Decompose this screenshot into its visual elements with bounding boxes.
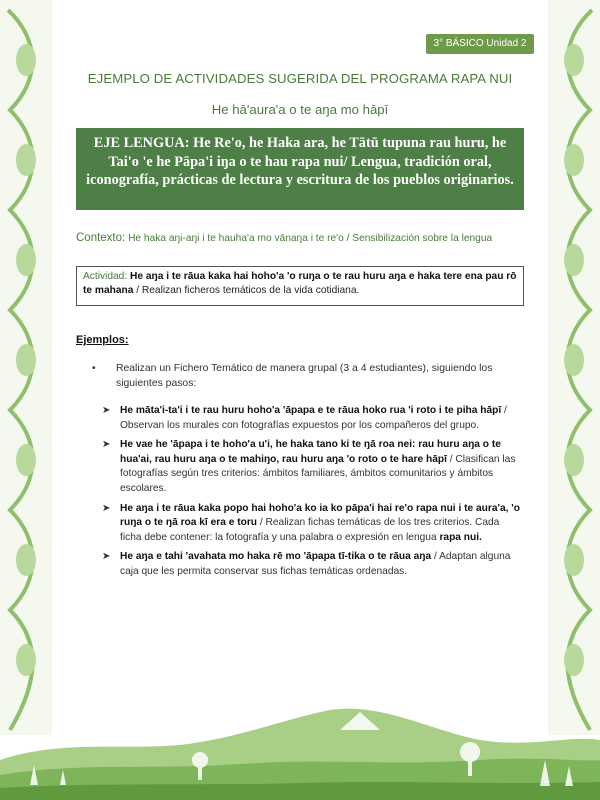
step-rapanui: He māta'i-ta'i i te rau huru hoho'a 'āpapa e te rāua hoko rua 'i roto i te piha hāpī xyxy=(120,405,502,416)
list-item xyxy=(102,438,522,496)
list-item xyxy=(102,502,522,546)
list-item xyxy=(102,550,522,579)
steps-list xyxy=(102,404,522,585)
bullet-dot-icon: • xyxy=(92,363,96,374)
step-rapanui: He aŋa i te rāua kaka popo hai hoho'a ko ia ko pāpa'i hai re'o rapa nui i te aura'a, 'o ruŋa o te ŋā roa kī era e toru xyxy=(120,502,520,529)
arrow-bullet-icon: ➤ xyxy=(102,439,111,451)
step-spanish: / Realizan fichas temáticas de los tres criterios. Cada ficha debe contener: la fotografía y una palabra o expresión en lengua xyxy=(120,517,500,543)
actividad-title-spanish: / Realizan ficheros temáticos de la vida cotidiana. xyxy=(133,285,360,296)
step-rapanui: He aŋa e tahi 'avahata mo haka rē mo 'āpapa tī-tika o te rāua aŋa xyxy=(120,551,432,563)
page-subtitle: He hā'aura'a o te aŋa mo hāpī xyxy=(211,102,389,117)
decorative-border-right xyxy=(548,0,600,735)
step-rapanui: He vae he 'āpapa i te hoho'a u'i, he haka tano ki te ŋā roa nei: rau huru aŋa o te hua'ai, rau huru aŋa o te mahiŋo, rau huru aŋa 'o roto o te hare hāpī xyxy=(120,439,501,465)
eje-lengua-text: EJE LENGUA: He Re'o, he Haka ara, he Tātū tupuna rau huru, he Tai'o 'e he Pāpa'i iŋa o te hau rapa nui/ Lengua, tradición oral, iconografía, prácticas de lectura y escritura de los pueblos originarios. xyxy=(86,135,514,188)
step-bold-end: rapa nui. xyxy=(439,531,482,543)
contexto-label: Contexto: xyxy=(76,232,126,244)
arrow-bullet-icon: ➤ xyxy=(102,551,111,563)
actividad-box xyxy=(76,266,524,306)
bullet-text: Realizan un Fichero Temático de manera grupal (3 a 4 estudiantes), siguiendo los siguientes pasos: xyxy=(116,363,493,389)
page-title: EJEMPLO DE ACTIVIDADES SUGERIDA DEL PROGRAMA RAPA NUI xyxy=(87,71,513,86)
contexto-line xyxy=(76,232,546,244)
actividad-title-rapanui: He aŋa i te rāua kaka hai hoho'a 'o ruŋa o te rau huru aŋa e haka tere ena pau rō te mahana xyxy=(83,271,517,296)
ejemplos-heading: Ejemplos: xyxy=(76,334,129,346)
list-item xyxy=(102,404,522,433)
eje-lengua-box xyxy=(76,128,524,210)
actividad-label: Actividad: xyxy=(83,271,128,282)
step-spanish: / Observan los murales con fotografías expuestos por los compañeros del grupo. xyxy=(120,405,507,431)
step-spanish: / Adaptan alguna caja que les permita conservar sus fichas temáticas ordenadas. xyxy=(120,551,511,577)
footer-landscape-illustration xyxy=(0,690,600,800)
arrow-bullet-icon: ➤ xyxy=(102,502,111,514)
step-spanish: / Clasifican las fotografías según tres criterios: ámbitos familiares, ámbitos comunitarios y ámbitos escolares. xyxy=(120,453,516,494)
arrow-bullet-icon: ➤ xyxy=(102,405,111,416)
grade-unit-badge: 3° BÁSICO Unidad 2 xyxy=(426,34,534,54)
decorative-border-left xyxy=(0,0,52,735)
contexto-value: He haka aŋi-aŋi i te hauha'a mo vānaŋa i te re'o / Sensibilización sobre la lengua xyxy=(128,233,493,244)
